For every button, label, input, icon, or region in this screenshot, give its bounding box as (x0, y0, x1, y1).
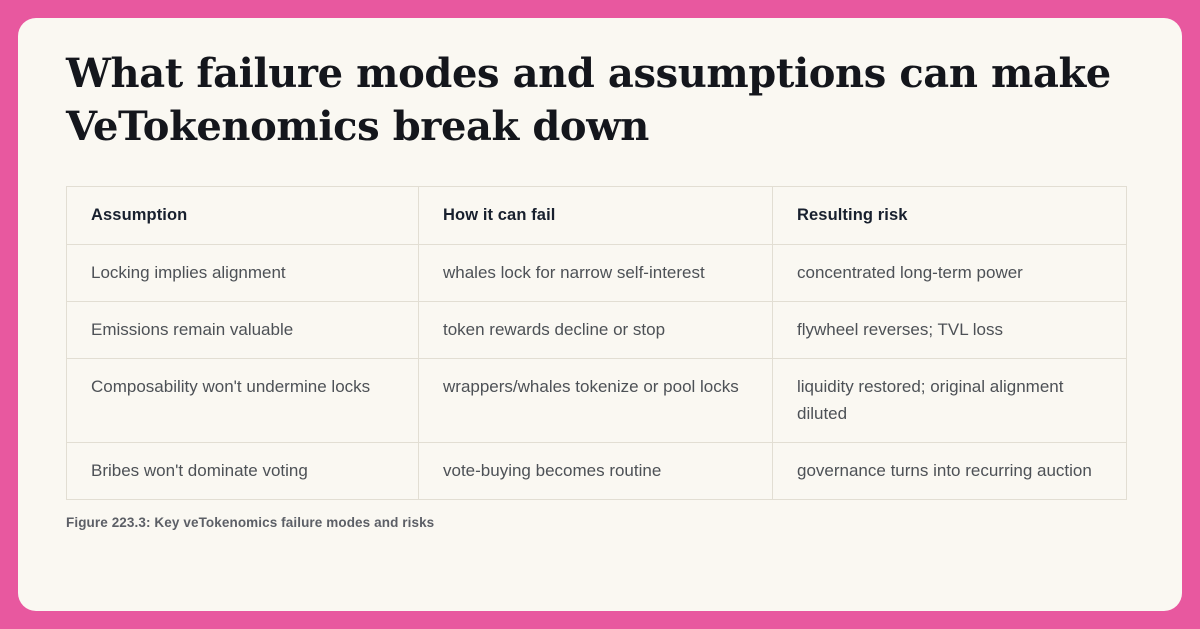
cell-how-it-can-fail: token rewards decline or stop (419, 301, 773, 358)
figure-caption: Figure 223.3: Key veTokenomics failure modes and risks (66, 515, 435, 531)
column-header-assumption: Assumption (67, 186, 419, 244)
table-row (67, 442, 1127, 499)
cell-assumption: Bribes won't dominate voting (67, 442, 419, 499)
table-container (66, 186, 1134, 501)
column-header-resulting-risk: Resulting risk (773, 186, 1127, 244)
cell-how-it-can-fail: vote-buying becomes routine (419, 442, 773, 499)
table-header-row (67, 186, 1127, 244)
cell-resulting-risk: liquidity restored; original alignment diluted (773, 359, 1127, 443)
cell-assumption: Composability won't undermine locks (67, 359, 419, 443)
cell-assumption: Locking implies alignment (67, 244, 419, 301)
table-row (67, 301, 1127, 358)
cell-assumption: Emissions remain valuable (67, 301, 419, 358)
cell-resulting-risk: flywheel reverses; TVL loss (773, 301, 1127, 358)
failure-modes-table (66, 186, 1127, 501)
cell-resulting-risk: governance turns into recurring auction (773, 442, 1127, 499)
table-row (67, 244, 1127, 301)
page-title: What failure modes and assumptions can make VeTokenomics break down (66, 50, 1111, 150)
cell-how-it-can-fail: wrappers/whales tokenize or pool locks (419, 359, 773, 443)
table-row (67, 359, 1127, 443)
cell-resulting-risk: concentrated long-term power (773, 244, 1127, 301)
figure-card (18, 18, 1182, 611)
cell-how-it-can-fail: whales lock for narrow self-interest (419, 244, 773, 301)
column-header-how-it-can-fail: How it can fail (419, 186, 773, 244)
